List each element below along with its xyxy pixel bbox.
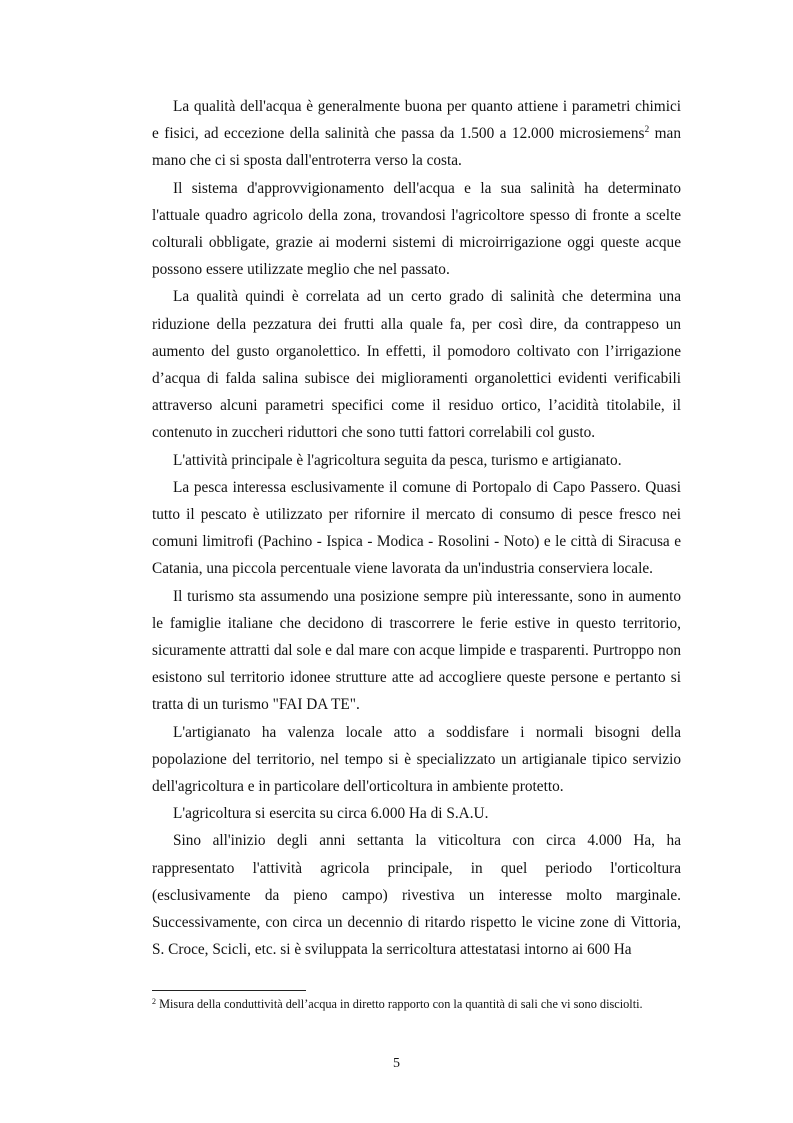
footnote-text: Misura della conduttività dell’acqua in diretto rapporto con la quantità di sali che vi sono disciolti. <box>156 997 643 1011</box>
paragraph-main-activity: L'attività principale è l'agricoltura seguita da pesca, turismo e artigianato. <box>173 451 622 469</box>
paragraph-quality-salinity: La qualità quindi è correlata ad un certo grado di salinità che determina una riduzione della pezzatura dei frutti alla quale fa, per così dire, da contrappeso un aumento del gusto organolettico. In effetti, il pomodoro coltivato con l’irrigazione d’acqua di falda salina subisce dei miglioramenti organolettici evidenti verificabili attraverso alcuni parametri specifici come il residuo ortico, l’acidità titolabile, il contenuto in zuccheri riduttori che sono tutti fattori correlabili col gusto. <box>152 288 681 442</box>
paragraph-fishing: La pesca interessa esclusivamente il comune di Portopalo di Capo Passero. Quasi tutto il pescato è utilizzato per rifornire il mercato di consumo di pesce fresco nei comuni limitrofi (Pachino - Ispica - Modica - Rosolini - Noto) e le città di Siracusa e Catania, una piccola percentuale viene lavorata da un'industria conserviera locale. <box>152 478 681 578</box>
paragraph-crafts: L'artigianato ha valenza locale atto a soddisfare i normali bisogni della popolazione del territorio, nel tempo si è specializzato un artigianale tipico servizio dell'agricoltura e in particolare dell'orticoltura in ambiente protetto. <box>152 723 681 796</box>
footnote <box>152 996 681 1012</box>
footnote-divider <box>152 990 306 991</box>
paragraph-water-supply: Il sistema d'approvvigionamento dell'acqua e la sua salinità ha determinato l'attuale quadro agricolo della zona, trovandosi l'agricoltore spesso di fronte a scelte colturali obbligate, grazie ai moderni sistemi di microirrigazione oggi queste acque possono essere utilizzate meglio che nel passato. <box>152 179 681 279</box>
footnote-marker: 2 <box>152 997 156 1006</box>
page-number: 5 <box>393 1056 400 1071</box>
footnote-reference: 2 <box>644 125 650 136</box>
paragraph-tourism: Il turismo sta assumendo una posizione sempre più interessante, sono in aumento le famiglie italiane che decidono di trascorrere le ferie estive in questo territorio, sicuramente attratti dal sole e dal mare con acque limpide e trasparenti. Purtroppo non esistono sul territorio idonee strutture atte ad accogliere queste persone e pertanto si tratta di un turismo "FAI DA TE". <box>152 587 681 714</box>
paragraph-agriculture-area: L'agricoltura si esercita su circa 6.000 Ha di S.A.U. <box>173 805 489 823</box>
body-text <box>152 93 681 964</box>
paragraph-water-quality: La qualità dell'acqua è generalmente buona per quanto attiene i parametri chimici e fisici, ad eccezione della salinità che passa da 1.500 a 12.000 microsiemens$^2$ man mano che ci si sposta dall'entroterra verso la costa. <box>152 98 681 170</box>
paragraph-viticulture-history: Sino all'inizio degli anni settanta la viticoltura con circa 4.000 Ha, ha rappresentato l'attività agricola principale, in quel periodo l'orticoltura (esclusivamente da pieno campo) rivestiva un interesse molto marginale. Successivamente, con circa un decennio di ritardo rispetto le vicine zone di Vittoria, S. Croce, Scicli, etc. si è sviluppata la serricoltura attestatasi intorno ai 600 Ha <box>152 832 681 959</box>
